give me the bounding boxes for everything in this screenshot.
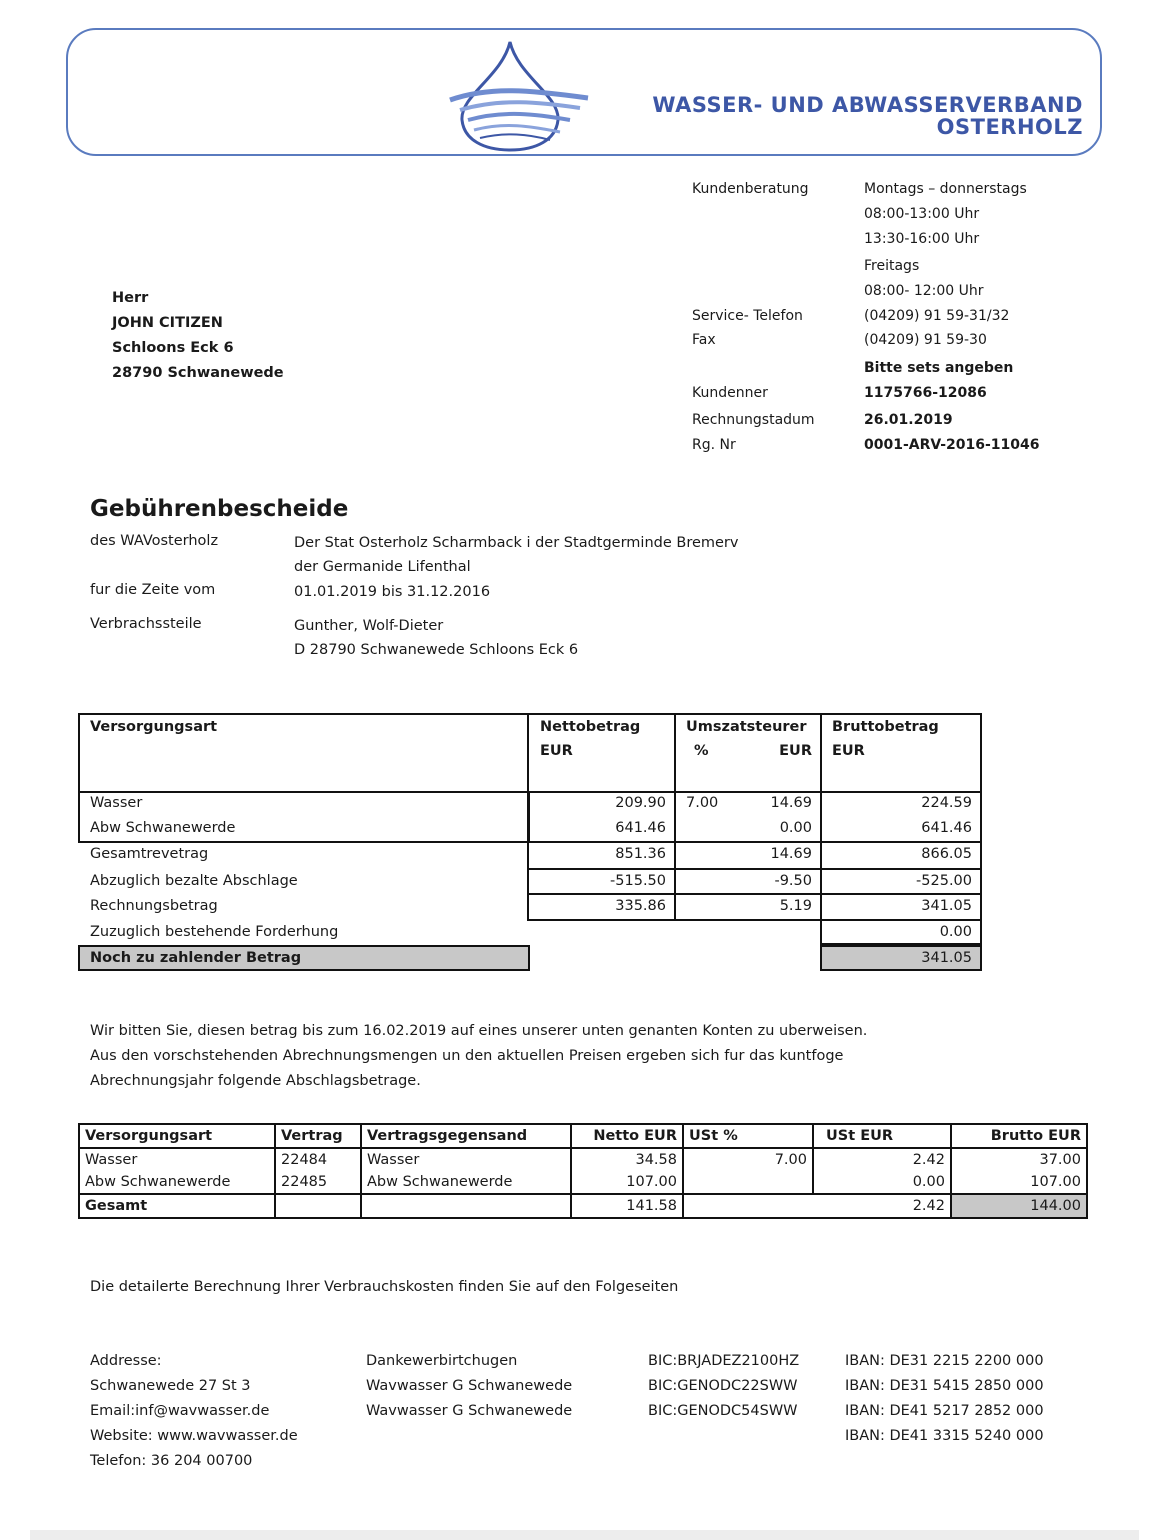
- footer-line: Dankewerbirtchugen: [366, 1353, 518, 1369]
- detail-note: Die detailerte Berechnung Ihrer Verbrauchskosten finden Sie auf den Folgeseiten: [90, 1279, 679, 1295]
- row-brutto: 641.46: [921, 820, 972, 836]
- column-divider: [527, 713, 529, 793]
- cell: 22485: [275, 1171, 361, 1194]
- recipient-name: JOHN CITIZEN: [112, 315, 223, 331]
- footer-ibans: [845, 1349, 1044, 1449]
- page-title: Gebührenbescheide: [90, 496, 349, 522]
- footer-line: Website: www.wavwasser.de: [90, 1428, 298, 1444]
- cell: Wasser: [79, 1148, 275, 1171]
- datum-value: 26.01.2019: [864, 412, 953, 428]
- stelle-value: [294, 614, 578, 662]
- row-netto: -515.50: [610, 873, 666, 889]
- stelle-label: Verbrachssteile: [90, 616, 202, 632]
- row-brutto: 224.59: [921, 795, 972, 811]
- recipient-city: 28790 Schwanewede: [112, 365, 284, 381]
- footer-line: Wavwasser G Schwanewede: [366, 1403, 573, 1419]
- des-value-line: der Germanide Lifenthal: [294, 559, 471, 575]
- table-row: [79, 1171, 1087, 1194]
- hours-line: Montags – donnerstags: [864, 181, 1027, 197]
- water-drop-logo: [440, 36, 590, 152]
- header-netto: Nettobetrag: [540, 719, 641, 735]
- paragraph-line: Aus den vorschstehenden Abrechnungsmengen un den aktuellen Preisen ergeben sich fur das kuntfoge: [90, 1048, 844, 1064]
- total-row: [79, 1194, 1087, 1218]
- col-header: Vertragsgegensand: [361, 1124, 571, 1148]
- cell: [275, 1194, 361, 1218]
- cell: 2.42: [813, 1194, 951, 1218]
- row-brutto: -525.00: [916, 873, 972, 889]
- billing-summary-table: [78, 713, 982, 973]
- footer-line: BIC:GENODC22SWW: [648, 1378, 798, 1394]
- stelle-value-line: D 28790 Schwanewede Schloons Eck 6: [294, 642, 579, 658]
- row-divider: [527, 893, 982, 895]
- stelle-value-line: Gunther, Wolf-Dieter: [294, 618, 444, 634]
- header-brutto: Bruttobetrag: [832, 719, 939, 735]
- cell: Wasser: [361, 1148, 571, 1171]
- hours-line: 08:00- 12:00 Uhr: [864, 283, 984, 299]
- footer-line: Telefon: 36 204 00700: [90, 1453, 253, 1469]
- kundennr-label: Kundenner: [692, 385, 768, 401]
- header-art: Versorgungsart: [90, 719, 218, 735]
- hours-line: 13:30-16:00 Uhr: [864, 231, 980, 247]
- col-header: Netto EUR: [571, 1124, 683, 1148]
- column-divider: [820, 791, 822, 921]
- installments-table: [78, 1123, 1088, 1219]
- rgnr-value: 0001-ARV-2016-11046: [864, 437, 1040, 453]
- org-line-1: WASSER- UND ABWASSERVERBAND: [652, 93, 1083, 117]
- footer-line: IBAN: DE41 5217 2852 000: [845, 1403, 1044, 1419]
- kundennr-value: 1175766-12086: [864, 385, 987, 401]
- des-label: des WAVosterholz: [90, 533, 219, 549]
- reference-hint: Bitte sets angeben: [864, 360, 1014, 376]
- cell: [683, 1171, 813, 1194]
- cell: 7.00: [683, 1148, 813, 1171]
- paragraph-line: Abrechnungsjahr folgende Abschlagsbetrage.: [90, 1073, 421, 1089]
- telefon-label: Service- Telefon: [692, 308, 803, 324]
- zeit-value: 01.01.2019 bis 31.12.2016: [294, 584, 491, 600]
- organization-name: [652, 94, 1083, 138]
- row-brutto: 341.05: [921, 898, 972, 914]
- cell: 2.42: [813, 1148, 951, 1171]
- row-netto: 851.36: [615, 846, 666, 862]
- cell: Abw Schwanewerde: [79, 1171, 275, 1194]
- zeit-label: fur die Zeite vom: [90, 582, 216, 598]
- row-label: Rechnungsbetrag: [90, 898, 218, 914]
- row-ust: 14.69: [770, 846, 812, 862]
- total-value: 341.05: [921, 950, 972, 966]
- footer-bics: [648, 1349, 799, 1424]
- total-label: Noch zu zahlender Betrag: [90, 950, 302, 966]
- cell: [361, 1194, 571, 1218]
- row-netto: 641.46: [615, 820, 666, 836]
- footer-line: Schwanewede 27 St 3: [90, 1378, 251, 1394]
- des-value-line: Der Stat Osterholz Scharmback i der Stadtgerminde Bremerv: [294, 535, 739, 551]
- telefon-value: (04209) 91 59-31/32: [864, 308, 1010, 324]
- header-ust-unit: EUR: [779, 743, 812, 759]
- row-pct: 7.00: [686, 795, 719, 811]
- cell: 107.00: [571, 1171, 683, 1194]
- header-netto-unit: EUR: [540, 743, 573, 759]
- cell: 34.58: [571, 1148, 683, 1171]
- table-row: [79, 1148, 1087, 1171]
- cell: 22484: [275, 1148, 361, 1171]
- col-header: Vertrag: [275, 1124, 361, 1148]
- footer-line: Addresse:: [90, 1353, 162, 1369]
- table-header-row: [79, 1124, 1087, 1148]
- footer-contact: [90, 1349, 298, 1474]
- row-label: Abw Schwanewerde: [90, 820, 236, 836]
- footer-banks: [366, 1349, 572, 1424]
- datum-label: Rechnungstadum: [692, 412, 815, 428]
- row-label: Zuzuglich bestehende Forderhung: [90, 924, 339, 940]
- row-brutto: 0.00: [939, 924, 972, 940]
- row-label: Abzuglich bezalte Abschlage: [90, 873, 298, 889]
- fax-label: Fax: [692, 332, 716, 348]
- column-divider: [674, 791, 676, 921]
- recipient-address: [112, 286, 284, 386]
- footer-line: Wavwasser G Schwanewede: [366, 1378, 573, 1394]
- cell: 141.58: [571, 1194, 683, 1218]
- col-header: Brutto EUR: [951, 1124, 1087, 1148]
- footer-line: BIC:GENODC54SWW: [648, 1403, 798, 1419]
- row-brutto: 866.05: [921, 846, 972, 862]
- recipient-street: Schloons Eck 6: [112, 340, 234, 356]
- fax-value: (04209) 91 59-30: [864, 332, 987, 348]
- cell: 37.00: [951, 1148, 1087, 1171]
- row-label: Gesamtrevetrag: [90, 846, 209, 862]
- hours-line: 08:00-13:00 Uhr: [864, 206, 980, 222]
- footer-line: Email:inf@wavwasser.de: [90, 1403, 270, 1419]
- header-ust: Umszatsteurer: [686, 719, 807, 735]
- column-divider: [674, 713, 676, 793]
- footer-line: IBAN: DE31 5415 2850 000: [845, 1378, 1044, 1394]
- hours-line: Freitags: [864, 258, 920, 274]
- row-divider: [527, 868, 982, 870]
- row-ust: 14.69: [770, 795, 812, 811]
- payment-instructions: [90, 1019, 1030, 1094]
- col-header: USt %: [683, 1124, 813, 1148]
- cell: 144.00: [951, 1194, 1087, 1218]
- page-bottom-edge: [30, 1530, 1139, 1540]
- row-ust: 0.00: [779, 820, 812, 836]
- row-netto: 335.86: [615, 898, 666, 914]
- header-ust-pct: %: [694, 743, 709, 759]
- footer-line: IBAN: DE31 2215 2200 000: [845, 1353, 1044, 1369]
- footer-line: BIC:BRJADEZ2100HZ: [648, 1353, 800, 1369]
- row-ust: -9.50: [774, 873, 812, 889]
- cell: 0.00: [813, 1171, 951, 1194]
- cell: 107.00: [951, 1171, 1087, 1194]
- column-divider: [820, 713, 822, 793]
- header-brutto-unit: EUR: [832, 743, 865, 759]
- row-label: Wasser: [90, 795, 143, 811]
- kundenberatung-label: Kundenberatung: [692, 181, 809, 197]
- row-divider: [78, 841, 982, 843]
- cell: Abw Schwanewerde: [361, 1171, 571, 1194]
- row-netto: 209.90: [615, 795, 666, 811]
- col-header: USt EUR: [813, 1124, 951, 1148]
- paragraph-line: Wir bitten Sie, diesen betrag bis zum 16.02.2019 auf eines unserer unten genanten Konten zu uberweisen.: [90, 1023, 868, 1039]
- salutation: Herr: [112, 290, 149, 306]
- des-value: [294, 531, 738, 579]
- col-header: Versorgungsart: [79, 1124, 275, 1148]
- footer-line: IBAN: DE41 3315 5240 000: [845, 1428, 1044, 1444]
- cell: Gesamt: [79, 1194, 275, 1218]
- row-ust: 5.19: [779, 898, 812, 914]
- cell: [683, 1194, 813, 1218]
- rgnr-label: Rg. Nr: [692, 437, 736, 453]
- org-line-2: OSTERHOLZ: [936, 115, 1083, 139]
